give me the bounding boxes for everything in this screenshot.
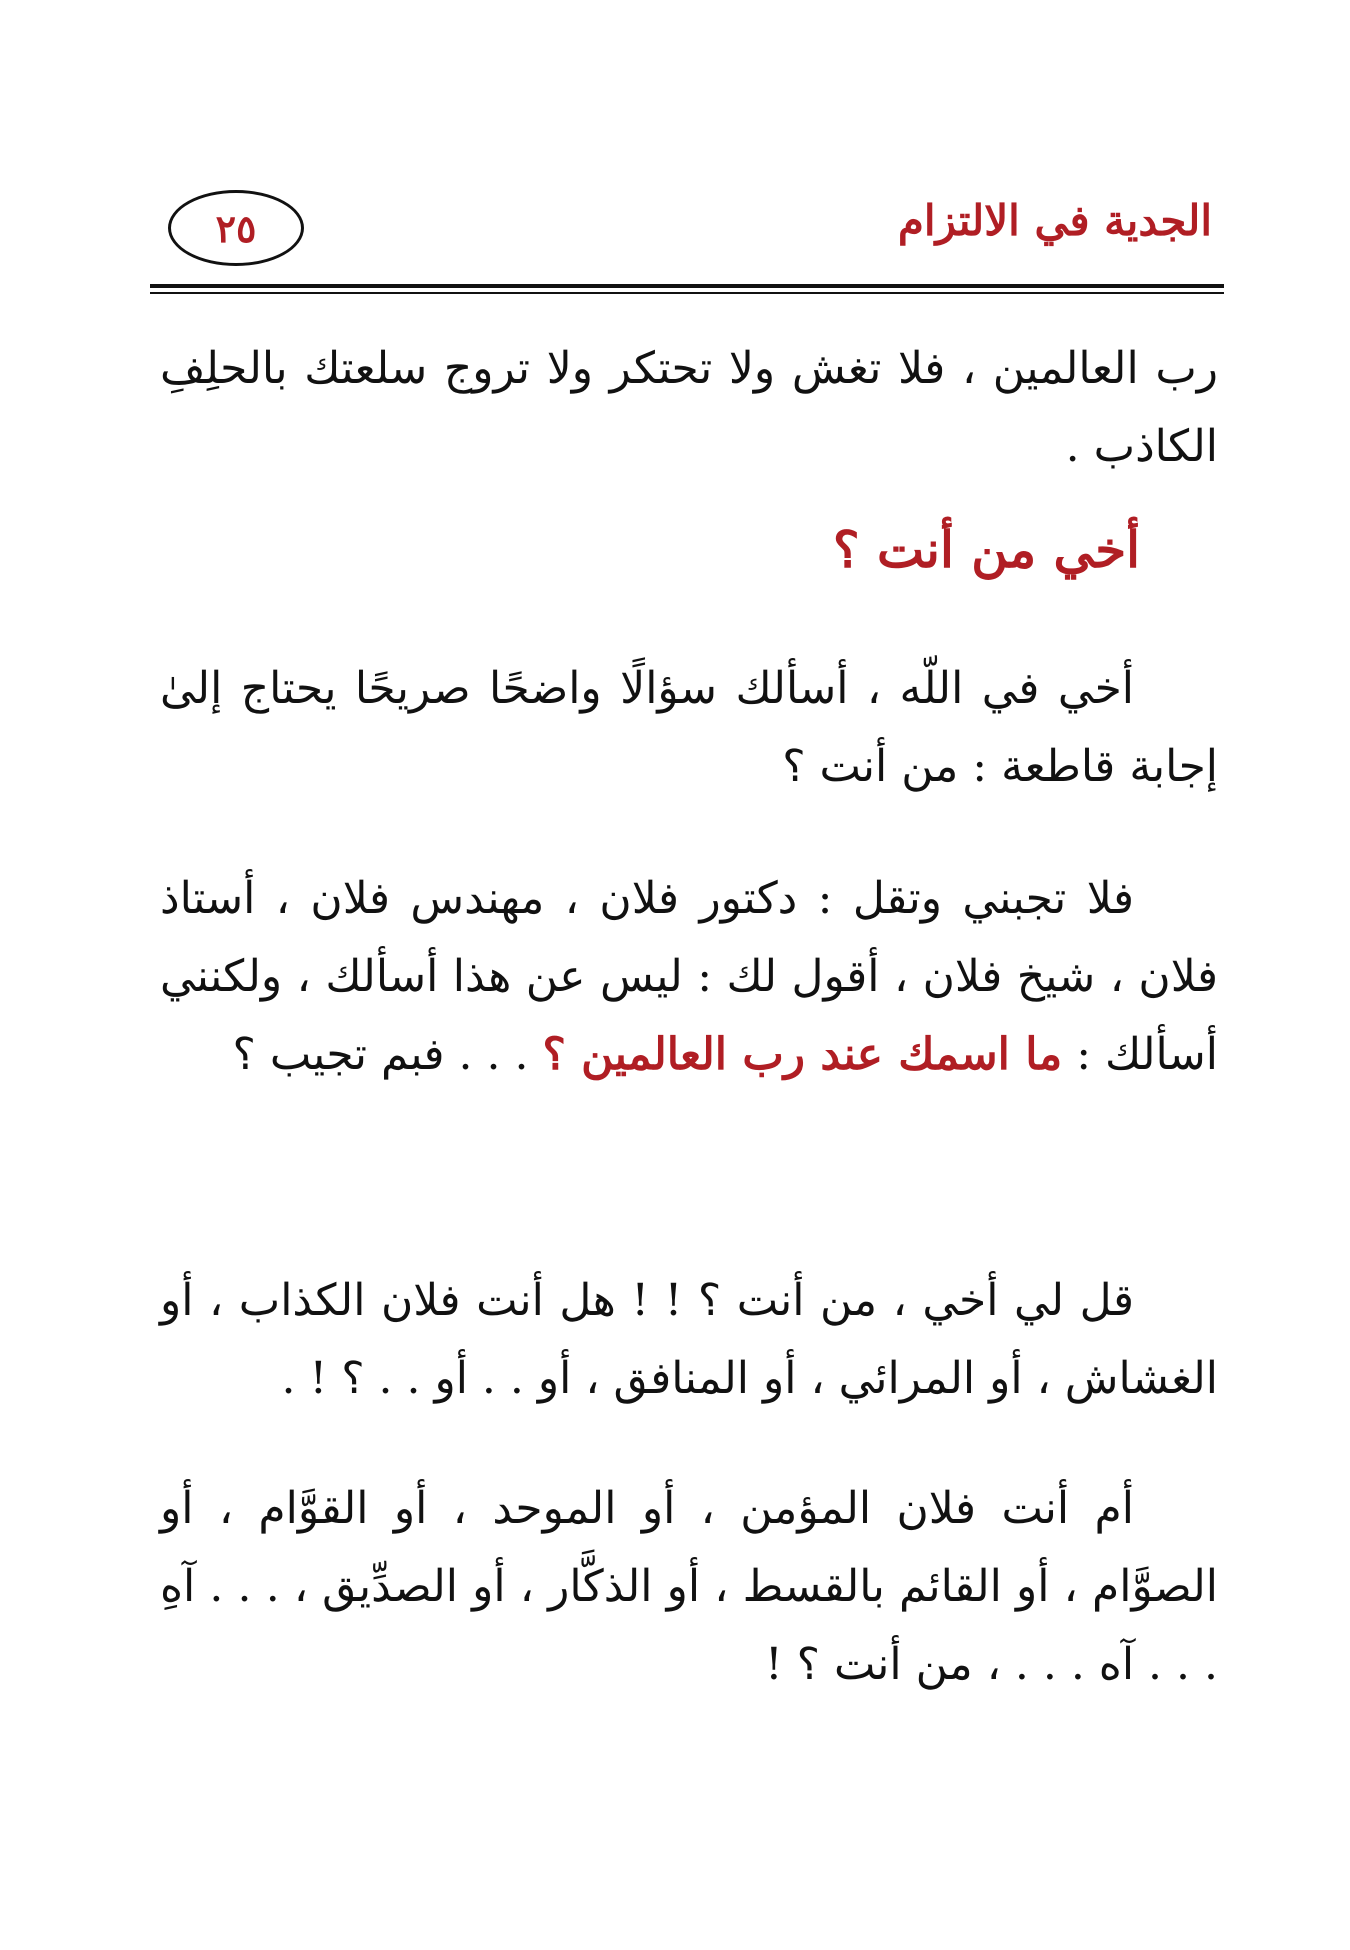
page-number: ٢٥ xyxy=(215,205,257,251)
paragraph-titles-end: . . . فبم تجيب ؟ xyxy=(232,1029,543,1080)
section-heading: أخي من أنت ؟ xyxy=(833,520,1140,579)
highlighted-question: ما اسمك عند رب العالمين ؟ xyxy=(542,1029,1063,1080)
paragraph-believer: أم أنت فلان المؤمن ، أو الموحد ، أو القوَّام ، أو الصوَّام ، أو القائم بالقسط ، أو الذكَّار ، أو الصدِّيق ، . . . آهِ . . . آه . . . ، من أنت ؟ ! xyxy=(160,1483,1218,1690)
header-rule-thin xyxy=(150,292,1224,294)
paragraph-titles-text: فلا تجبني وتقل : دكتور فلان ، مهندس فلان ، أستاذ فلان ، شيخ فلان ، أقول لك : ليس عن هذا أسألك ، ولكنني أسألك : xyxy=(160,873,1218,1080)
paragraph-titles xyxy=(160,860,1218,1094)
paragraph-continuation: رب العالمين ، فلا تغش ولا تحتكر ولا تروج سلعتك بالحلِفِ الكاذب . xyxy=(160,343,1219,472)
paragraph-question: أخي في اللّه ، أسألك سؤالًا واضحًا صريحًا يحتاج إلىٰ إجابة قاطعة : من أنت ؟ xyxy=(160,663,1218,792)
paragraph-who-are-you: قل لي أخي ، من أنت ؟ ! ! هل أنت فلان الكذاب ، أو الغشاش ، أو المرائي ، أو المنافق ، أو . . أو . . ؟ ! . xyxy=(160,1275,1218,1404)
page-number-badge xyxy=(168,190,304,266)
running-header-title: الجدية في الالتزام xyxy=(897,196,1212,245)
header-rule-thick xyxy=(150,284,1224,288)
